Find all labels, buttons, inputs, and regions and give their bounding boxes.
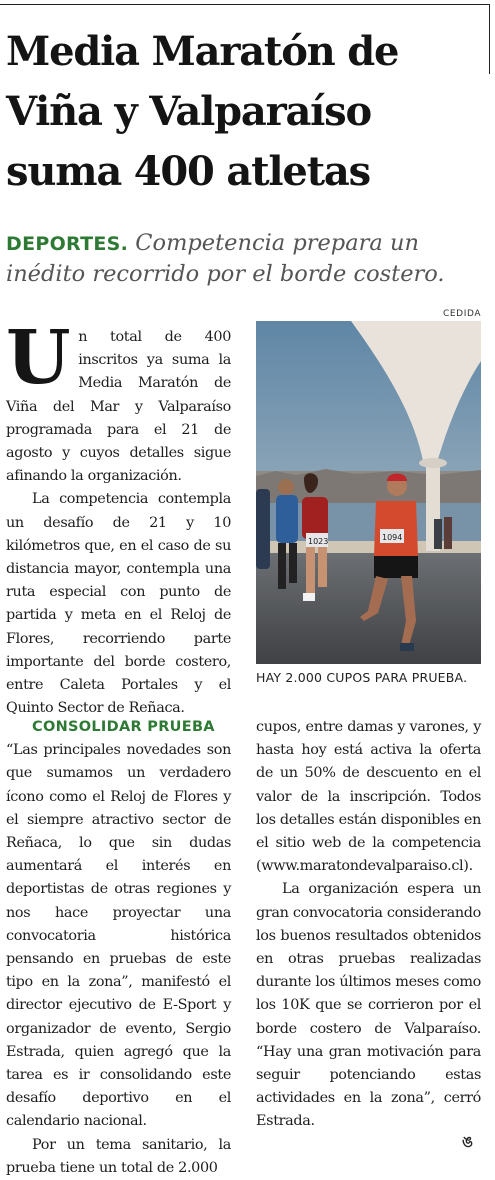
right-rule: [489, 4, 490, 74]
deck-text: Competencia prepara un inédito recorrido por el borde costero.: [6, 230, 445, 287]
section-label: DEPORTES.: [6, 233, 129, 255]
headline: Media Maratón de Viña y Valparaíso suma 400 atletas: [6, 28, 399, 195]
photo-caption: HAY 2.000 CUPOS PARA PRUEBA.: [256, 670, 468, 685]
photo-credit: CEDIDA: [443, 309, 482, 319]
paragraph: cupos, entre damas y varones, y hasta hoy está activa la oferta de un 50% de descuento en el valor de la inscripción. Todos los detalles están disponibles en el sitio web de la competencia (www.maratondevalparaiso.cl).: [256, 719, 481, 875]
column-right: [256, 716, 481, 1134]
paragraph: “Las principales novedades son que sumamos un verdadero ícono como el Reloj de Flores y el siempre atractivo sector de Reñaca, lo que sin dudas aumentará el interés en deportistas de otras regiones y nos hace proyectar una convocatoria histórica pensando en pruebas de este tipo en la zona”, manifestó el director ejecutivo de E-Sport y organizador de evento, Sergio Estrada, quien agregó que la tarea es ir consolidando este desafío deportivo en el calendario nacional.: [6, 742, 231, 1130]
column-left-top: [6, 315, 231, 720]
top-rule: [0, 4, 489, 5]
column-left-bottom: [6, 716, 231, 1180]
end-mark-icon: ঙ: [462, 1133, 474, 1151]
subhead: CONSOLIDAR PRUEBA: [32, 719, 215, 735]
deck: [6, 228, 486, 289]
runners-photo: [256, 321, 481, 664]
drop-cap: U: [6, 315, 71, 401]
bib-number: 1023: [308, 537, 329, 546]
bib-number: 1094: [382, 533, 403, 542]
paragraph: n total de 400 inscritos ya suma la Media Maratón de Viña del Mar y Valparaíso programada para el 21 de agosto y cuyos detalles sigue afinando la organización.: [6, 329, 231, 485]
paragraph: La organización espera un gran convocatoria considerando los buenos resultados obtenidos en otras pruebas realizadas durante los últimos meses como los 10K que se corrieron por el borde costero de Valparaíso. “Hay una gran motivación para seguir potenciando estas actividades en la zona”, cerró Estrada.: [256, 881, 481, 1130]
paragraph: La competencia contempla un desafío de 21 y 10 kilómetros que, en el caso de su distancia mayor, contempla una ruta especial con punto de partida y meta en el Reloj de Flores, recorriendo parte importante del borde costero, entre Caleta Portales y el Quinto Sector de Reñaca.: [6, 491, 231, 717]
paragraph: Por un tema sanitario, la prueba tiene un total de 2.000: [6, 1136, 231, 1176]
